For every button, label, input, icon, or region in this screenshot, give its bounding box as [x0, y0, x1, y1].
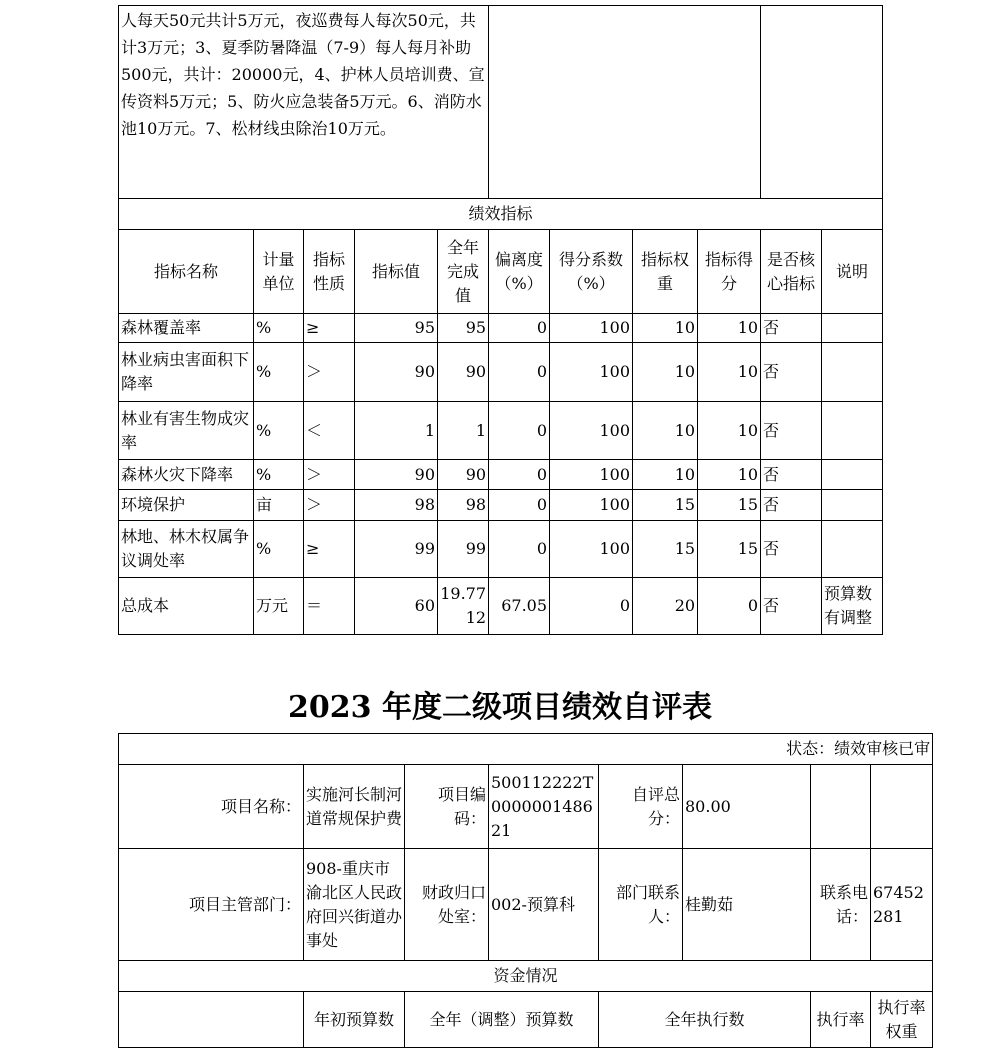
indicator-target: 60	[355, 578, 438, 635]
indicator-note	[822, 521, 883, 578]
indicator-core: 否	[761, 343, 822, 402]
indicator-weight: 15	[633, 521, 698, 578]
indicator-name: 林业病虫害面积下降率	[119, 343, 254, 402]
header-execution-rate: 执行率	[811, 992, 871, 1048]
indicator-actual: 1	[438, 402, 489, 460]
empty-cell	[811, 765, 871, 849]
project-description: 人每天50元共计5万元，夜巡费每人每次50元，共计3万元；3、夏季防暑降温（7-9）每人每月补助500元，共计：20000元，4、护林人员培训费、宣传资料5万元；5、防火应急装备5万元。6、消防水池10万元。7、松材线虫除治10万元。	[119, 6, 489, 199]
self-score: 80.00	[683, 765, 811, 849]
indicator-note: 预算数有调整	[822, 578, 883, 635]
header-initial-budget: 年初预算数	[304, 992, 405, 1048]
indicator-coef: 100	[550, 402, 633, 460]
indicator-nature: ≥	[304, 521, 355, 578]
indicator-header-row	[119, 230, 883, 314]
indicator-unit: 亩	[254, 490, 304, 521]
indicator-target: 90	[355, 343, 438, 402]
phone-label: 联系电话：	[811, 849, 871, 961]
status-text: 状态：绩效审核已审	[119, 734, 933, 765]
indicator-weight: 10	[633, 343, 698, 402]
indicator-actual: 98	[438, 490, 489, 521]
finance-label: 财政归口处室：	[405, 849, 489, 961]
dept: 908-重庆市渝北区人民政府回兴街道办事处	[304, 849, 405, 961]
contact-label: 部门联系人：	[599, 849, 683, 961]
empty-cell	[119, 992, 304, 1048]
indicator-nature: ≥	[304, 314, 355, 343]
dept-label: 项目主管部门：	[119, 849, 304, 961]
indicator-core: 否	[761, 402, 822, 460]
indicator-unit: %	[254, 314, 304, 343]
indicator-name: 森林覆盖率	[119, 314, 254, 343]
header-execution-weight: 执行率权重	[871, 992, 933, 1048]
project-code: 500112222T000000148621	[489, 765, 599, 849]
project-name-label: 项目名称：	[119, 765, 304, 849]
empty-cell	[489, 6, 761, 199]
indicator-score: 10	[698, 314, 761, 343]
indicator-target: 90	[355, 460, 438, 490]
header-nature: 指标性质	[304, 230, 355, 314]
indicator-score: 15	[698, 521, 761, 578]
indicator-actual: 90	[438, 460, 489, 490]
indicator-weight: 10	[633, 402, 698, 460]
table-row	[119, 521, 883, 578]
indicator-core: 否	[761, 460, 822, 490]
indicator-actual: 99	[438, 521, 489, 578]
indicator-weight: 20	[633, 578, 698, 635]
indicator-actual: 19.7712	[438, 578, 489, 635]
header-target-value: 指标值	[355, 230, 438, 314]
indicator-target: 98	[355, 490, 438, 521]
indicator-deviation: 0	[489, 460, 550, 490]
indicator-name: 森林火灾下降率	[119, 460, 254, 490]
indicator-deviation: 0	[489, 521, 550, 578]
funds-header-row	[119, 992, 933, 1048]
indicator-deviation: 0	[489, 402, 550, 460]
indicator-core: 否	[761, 578, 822, 635]
indicator-score: 10	[698, 402, 761, 460]
indicator-nature: ＝	[304, 578, 355, 635]
indicator-weight: 10	[633, 460, 698, 490]
indicator-note	[822, 460, 883, 490]
header-core: 是否核心指标	[761, 230, 822, 314]
project-code-label: 项目编码：	[405, 765, 489, 849]
indicator-unit: %	[254, 460, 304, 490]
indicator-unit: %	[254, 402, 304, 460]
indicator-unit: 万元	[254, 578, 304, 635]
indicator-unit: %	[254, 343, 304, 402]
indicator-target: 1	[355, 402, 438, 460]
table-row	[119, 314, 883, 343]
indicator-score: 15	[698, 490, 761, 521]
indicator-weight: 10	[633, 314, 698, 343]
table-row	[119, 578, 883, 635]
indicator-name: 环境保护	[119, 490, 254, 521]
indicator-actual: 90	[438, 343, 489, 402]
indicator-coef: 100	[550, 521, 633, 578]
empty-cell	[761, 6, 883, 199]
indicator-coef: 100	[550, 343, 633, 402]
table-row	[119, 343, 883, 402]
header-indicator-name: 指标名称	[119, 230, 254, 314]
indicator-note	[822, 314, 883, 343]
indicator-coef: 0	[550, 578, 633, 635]
indicator-unit: %	[254, 521, 304, 578]
funds-section-title: 资金情况	[119, 961, 933, 992]
indicator-coef: 100	[550, 490, 633, 521]
finance: 002-预算科	[489, 849, 599, 961]
header-score-coef: 得分系数（%）	[550, 230, 633, 314]
indicator-core: 否	[761, 314, 822, 343]
indicator-nature: ＜	[304, 402, 355, 460]
table-row	[119, 460, 883, 490]
self-evaluation-table	[118, 733, 933, 1048]
header-unit: 计量单位	[254, 230, 304, 314]
indicator-score: 10	[698, 343, 761, 402]
indicator-note	[822, 343, 883, 402]
indicator-section-title: 绩效指标	[119, 199, 883, 230]
indicator-deviation: 0	[489, 490, 550, 521]
indicator-deviation: 67.05	[489, 578, 550, 635]
indicator-note	[822, 402, 883, 460]
indicator-coef: 100	[550, 460, 633, 490]
indicator-target: 99	[355, 521, 438, 578]
indicator-weight: 15	[633, 490, 698, 521]
contact: 桂勤茹	[683, 849, 811, 961]
project-name: 实施河长制河道常规保护费	[304, 765, 405, 849]
indicator-deviation: 0	[489, 343, 550, 402]
header-annual-execution: 全年执行数	[599, 992, 811, 1048]
form-title: 2023 年度二级项目绩效自评表	[288, 690, 712, 725]
header-weight: 指标权重	[633, 230, 698, 314]
indicator-nature: ＞	[304, 460, 355, 490]
indicator-core: 否	[761, 490, 822, 521]
indicator-score: 10	[698, 460, 761, 490]
indicator-nature: ＞	[304, 490, 355, 521]
header-deviation: 偏离度（%）	[489, 230, 550, 314]
header-adjusted-budget: 全年（调整）预算数	[405, 992, 599, 1048]
indicator-coef: 100	[550, 314, 633, 343]
empty-cell	[871, 765, 933, 849]
header-note: 说明	[822, 230, 883, 314]
indicator-name: 林业有害生物成灾率	[119, 402, 254, 460]
table-row	[119, 490, 883, 521]
header-actual-value: 全年完成值	[438, 230, 489, 314]
indicator-nature: ＞	[304, 343, 355, 402]
indicator-name: 总成本	[119, 578, 254, 635]
indicator-deviation: 0	[489, 314, 550, 343]
performance-indicator-table	[118, 5, 883, 635]
indicator-name: 林地、林木权属争议调处率	[119, 521, 254, 578]
phone: 67452281	[871, 849, 933, 961]
indicator-note	[822, 490, 883, 521]
indicator-core: 否	[761, 521, 822, 578]
header-score: 指标得分	[698, 230, 761, 314]
indicator-actual: 95	[438, 314, 489, 343]
indicator-target: 95	[355, 314, 438, 343]
table-row	[119, 402, 883, 460]
self-score-label: 自评总分：	[599, 765, 683, 849]
indicator-score: 0	[698, 578, 761, 635]
